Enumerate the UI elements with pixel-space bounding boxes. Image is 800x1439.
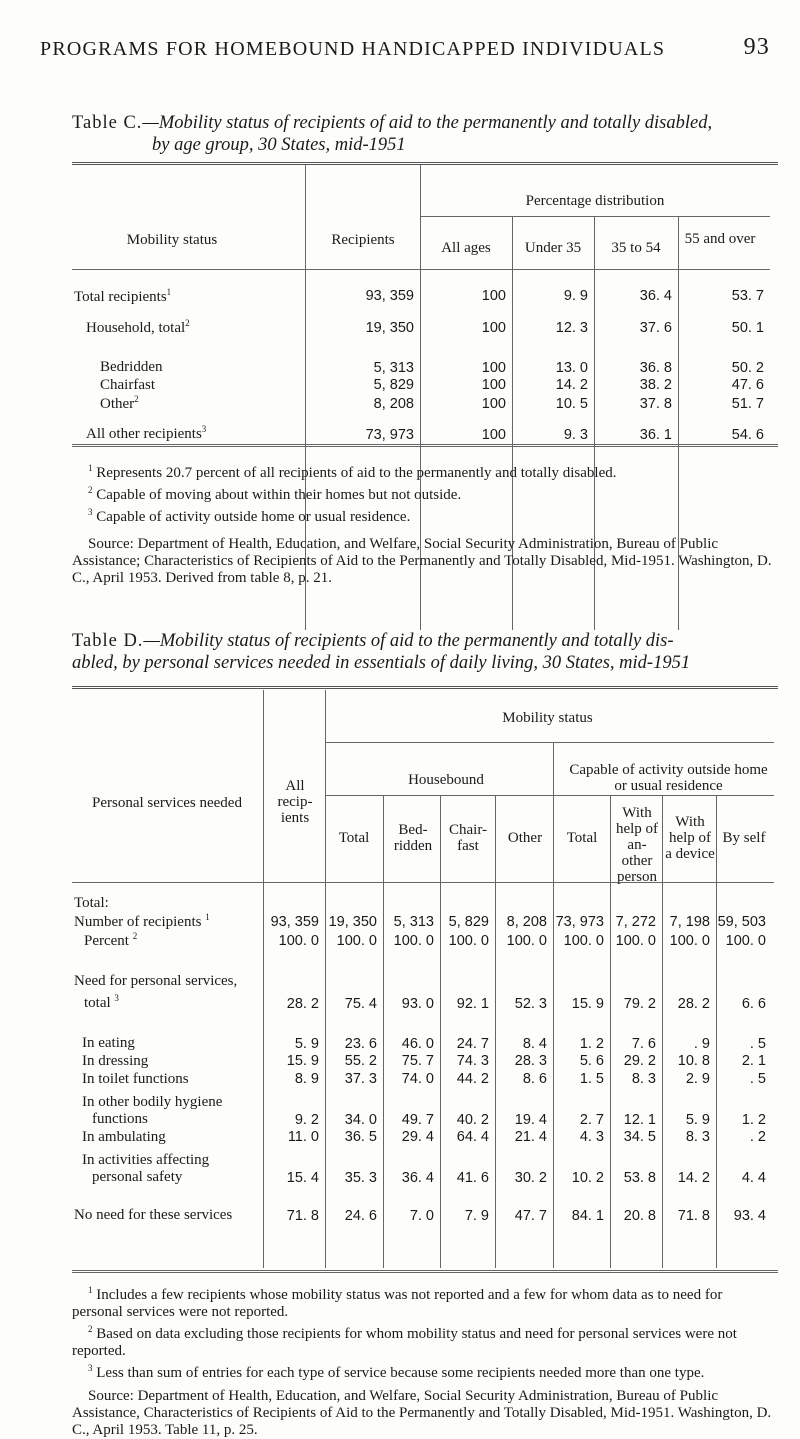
cell: 34. 0 — [344, 1112, 377, 1128]
cell: 5, 829 — [448, 913, 489, 930]
cell: 74. 0 — [401, 1071, 434, 1087]
cell: 64. 4 — [456, 1129, 489, 1145]
cell: 37. 3 — [344, 1071, 377, 1087]
row-label: In toilet functions — [82, 1070, 189, 1087]
table-d-source: Source: Department of Health, Education, and Welfare, Social Security Administration, Bureau of Public Assistance, Characteristics of Recipients of Aid to the Permanently and Totally Disabled, Mid-1951. Washington, D. C., April 1953. Table 11, p. 25. — [72, 1388, 772, 1438]
cell: 11. 0 — [287, 1129, 319, 1145]
cell: 1. 2 — [741, 1112, 766, 1128]
cell: 100 — [481, 395, 506, 412]
table-row — [72, 1052, 772, 1070]
cell: 74. 3 — [456, 1053, 489, 1069]
table-d-title-line1: —Mobility status of recipients of aid to the permanently and totally dis- — [143, 631, 674, 651]
cell: 5, 313 — [393, 913, 434, 930]
cell: 73, 973 — [365, 427, 414, 443]
cell: 19, 350 — [328, 913, 377, 930]
table-d-head-bottom-rule — [72, 882, 774, 883]
table-row — [72, 376, 770, 394]
table-d-head-help-other: With help of an- other person — [615, 805, 659, 885]
cell: . 5 — [749, 1036, 766, 1052]
table-row — [72, 1070, 772, 1088]
cell: 40. 2 — [456, 1112, 489, 1128]
cell: 29. 4 — [401, 1129, 434, 1145]
cell: 34. 5 — [623, 1129, 656, 1145]
cell: 15. 9 — [286, 1053, 319, 1069]
cell: 20. 8 — [623, 1208, 656, 1224]
table-row — [72, 1146, 772, 1186]
table-row — [72, 346, 770, 376]
page-number: 93 — [743, 34, 770, 60]
row-label: In other bodily hygiene functions — [82, 1094, 223, 1127]
footnote: $^2$ Based on data excluding those recipients for whom mobility status and need for personal services were not reported. — [72, 1324, 737, 1359]
cell: 51. 7 — [731, 395, 764, 412]
table-c-title-line1: —Mobility status of recipients of aid to the permanently and totally disabled, — [142, 113, 713, 133]
table-d-head-rule — [325, 742, 774, 743]
table-c-source: Source: Department of Health, Education, and Welfare, Social Security Administration, Bureau of Public Assistance; Characteristics of Recipients of Aid to the Permanently and Totally Disabled, Mid-1951. Washington, D. C., April 1953. Derived from table 8, p. 21. — [72, 536, 772, 586]
row-label: Chairfast — [100, 376, 155, 393]
cell: 12. 3 — [555, 319, 588, 336]
cell: 7, 272 — [615, 913, 656, 930]
cell: 8. 6 — [522, 1071, 547, 1087]
cell: 28. 3 — [514, 1053, 547, 1069]
cell: 47. 6 — [731, 377, 764, 393]
cell: 4. 3 — [579, 1129, 604, 1145]
cell: 23. 6 — [344, 1036, 377, 1052]
cell: 73, 973 — [555, 913, 604, 930]
cell: 71. 8 — [286, 1208, 319, 1224]
row-label: In dressing — [82, 1052, 149, 1069]
cell: 6. 6 — [741, 996, 766, 1012]
cell: 30. 2 — [514, 1170, 547, 1186]
cell: 44. 2 — [456, 1071, 489, 1087]
table-row — [72, 1186, 772, 1224]
cell: 7. 9 — [464, 1208, 489, 1224]
cell: 5. 9 — [685, 1112, 710, 1128]
cell: 100 — [481, 427, 506, 443]
footnote: $^3$ Capable of activity outside home or usual residence. — [88, 507, 411, 525]
cell: 36. 8 — [639, 360, 672, 376]
cell: 28. 2 — [286, 996, 319, 1012]
cell: 55. 2 — [344, 1053, 377, 1069]
table-c-top-rule — [72, 162, 778, 165]
cell: 71. 8 — [677, 1208, 710, 1224]
table-d-head-by-self: By self — [722, 830, 766, 846]
cell: 50. 2 — [731, 360, 764, 376]
row-label: Total recipients$^1$ — [74, 286, 172, 305]
table-row — [72, 950, 772, 1012]
cell: 92. 1 — [456, 996, 489, 1012]
table-c-head-rule — [420, 216, 770, 217]
row-label: All other recipients$^3$ — [86, 424, 207, 442]
cell: 100 — [481, 319, 506, 336]
table-row — [72, 1088, 772, 1128]
table-c-caption — [72, 112, 750, 156]
row-label: In activities affecting personal safety — [82, 1152, 210, 1185]
cell: 100 — [481, 288, 506, 304]
cell: 84. 1 — [571, 1208, 604, 1224]
cell: 100. 0 — [393, 932, 434, 949]
cell: 54. 6 — [731, 427, 764, 443]
table-d-bottom-rule — [72, 1270, 778, 1273]
cell: 29. 2 — [623, 1053, 656, 1069]
table-c-head-35-54: 35 to 54 — [611, 240, 661, 256]
table-d-head-mobility: Mobility status — [502, 710, 593, 726]
cell: 100. 0 — [669, 932, 710, 949]
cell: 9. 3 — [563, 427, 588, 443]
cell: 1. 5 — [579, 1071, 604, 1087]
cell: 47. 7 — [514, 1208, 547, 1224]
cell: 2. 1 — [741, 1053, 766, 1069]
table-c-footnotes — [72, 460, 772, 587]
cell: 14. 2 — [677, 1170, 710, 1186]
cell: 53. 8 — [623, 1170, 656, 1186]
cell: . 2 — [749, 1129, 766, 1145]
row-label: Percent $^2$ — [84, 931, 138, 949]
cell: 9. 2 — [294, 1112, 319, 1128]
cell: . 9 — [693, 1036, 710, 1052]
cell: 100. 0 — [506, 932, 547, 949]
cell: 36. 5 — [344, 1129, 377, 1145]
cell: 75. 7 — [401, 1053, 434, 1069]
cell: 100. 0 — [615, 932, 656, 949]
table-row — [72, 394, 770, 413]
table-c-head-bottom-rule — [72, 269, 770, 270]
cell: 8, 208 — [506, 913, 547, 930]
cell: 5. 9 — [294, 1036, 319, 1052]
cell: 10. 8 — [677, 1053, 710, 1069]
cell: 8, 208 — [373, 395, 414, 412]
row-label: Need for personal services, total $^3$ — [74, 973, 238, 1011]
table-d-head-total2: Total — [566, 830, 598, 846]
cell: 100. 0 — [336, 932, 377, 949]
table-c — [72, 283, 770, 443]
table-d-total-label: Total: — [74, 895, 109, 911]
table-d-head-total: Total — [338, 830, 370, 846]
table-c-head-percentage: Percentage distribution — [525, 193, 665, 209]
table-row — [72, 1128, 772, 1146]
table-d-head-chairfast: Chair- fast — [448, 822, 488, 854]
running-head-title: PROGRAMS FOR HOMEBOUND HANDICAPPED INDIVIDUALS — [40, 38, 666, 60]
cell: 2. 9 — [685, 1071, 710, 1087]
cell: 21. 4 — [514, 1129, 547, 1145]
cell: 79. 2 — [623, 996, 656, 1012]
cell: 100. 0 — [563, 932, 604, 949]
table-d-head-other: Other — [507, 830, 543, 846]
cell: 100. 0 — [725, 932, 766, 949]
running-head — [40, 34, 770, 68]
row-label: In eating — [82, 1035, 135, 1051]
cell: 38. 2 — [639, 377, 672, 393]
footnote: $^2$ Capable of moving about within their homes but not outside. — [88, 485, 462, 503]
cell: 12. 1 — [623, 1112, 656, 1128]
cell: 7, 198 — [669, 913, 710, 930]
table-d-head-all: All recip- ients — [277, 778, 313, 826]
table-row — [72, 413, 770, 443]
cell: 19. 4 — [514, 1112, 547, 1128]
cell: 36. 4 — [401, 1170, 434, 1186]
cell: 7. 0 — [409, 1208, 434, 1224]
table-c-bottom-rule — [72, 444, 778, 447]
cell: 93, 359 — [365, 288, 414, 304]
cell: 10. 5 — [555, 395, 588, 412]
cell: 15. 9 — [571, 996, 604, 1012]
cell: 53. 7 — [731, 288, 764, 304]
cell: 93. 4 — [733, 1208, 766, 1224]
table-d-footnotes — [72, 1282, 772, 1439]
table-d-head-capable: Capable of activity outside home or usual residence — [569, 762, 768, 794]
cell: 13. 0 — [555, 360, 588, 376]
footnote: $^3$ Less than sum of entries for each type of service because some recipients needed more than one type. — [88, 1363, 705, 1381]
table-d-head-housebound: Housebound — [408, 772, 484, 788]
cell: 8. 9 — [294, 1071, 319, 1087]
cell: 24. 7 — [456, 1036, 489, 1052]
row-label: Number of recipients $^1$ — [74, 912, 210, 930]
table-c-head-recipients: Recipients — [331, 232, 395, 248]
cell: 2. 7 — [579, 1112, 604, 1128]
cell: 5, 313 — [373, 360, 414, 376]
cell: 10. 2 — [571, 1170, 604, 1186]
row-label: Household, total$^2$ — [86, 318, 190, 336]
cell: 37. 6 — [639, 319, 672, 336]
table-d-head-help-device: With help of a device — [665, 814, 715, 862]
table-c-head-under35: Under 35 — [524, 240, 582, 256]
cell: 8. 3 — [631, 1071, 656, 1087]
cell: 49. 7 — [401, 1112, 434, 1128]
row-label: No need for these services — [74, 1207, 233, 1223]
footnote: $^1$ Includes a few recipients whose mobility status was not reported and a few for whom data as to need for personal services were not reported. — [72, 1285, 723, 1320]
table-c-tag: Table C. — [72, 113, 143, 133]
cell: 41. 6 — [456, 1170, 489, 1186]
cell: 100 — [481, 360, 506, 376]
table-d-head-personal: Personal services needed — [92, 795, 242, 811]
cell: 100. 0 — [278, 932, 319, 949]
row-label: Other$^2$ — [100, 394, 139, 412]
footnote: $^1$ Represents 20.7 percent of all recipients of aid to the permanently and totally disabled. — [88, 463, 617, 481]
cell: 59, 503 — [717, 913, 766, 930]
table-d-head-bedridden: Bed- ridden — [393, 822, 433, 854]
cell: 35. 3 — [344, 1170, 377, 1186]
cell: 4. 4 — [741, 1170, 766, 1186]
cell: 8. 3 — [685, 1129, 710, 1145]
cell: . 5 — [749, 1071, 766, 1087]
table-d-title-line2: abled, by personal services needed in essentials of daily living, 30 States, mid-1951 — [72, 653, 691, 673]
table-row — [72, 283, 770, 309]
table-c-title-line2: by age group, 30 States, mid-1951 — [152, 135, 406, 155]
table-row — [72, 309, 770, 346]
cell: 100. 0 — [448, 932, 489, 949]
table-c-head-55: 55 and over — [684, 231, 756, 247]
table-c-head-all-ages: All ages — [441, 240, 491, 256]
cell: 52. 3 — [514, 996, 547, 1012]
table-d-tag: Table D. — [72, 631, 144, 651]
table-row — [72, 912, 772, 931]
table-d-top-rule — [72, 686, 778, 689]
cell: 14. 2 — [555, 377, 588, 393]
cell: 93. 0 — [401, 996, 434, 1012]
row-label: In ambulating — [82, 1128, 166, 1145]
table-d-caption — [72, 630, 750, 674]
cell: 15. 4 — [286, 1170, 319, 1186]
cell: 75. 4 — [344, 996, 377, 1012]
cell: 9. 9 — [563, 288, 588, 304]
cell: 7. 6 — [631, 1036, 656, 1052]
cell: 50. 1 — [731, 319, 764, 336]
cell: 24. 6 — [344, 1208, 377, 1224]
cell: 8. 4 — [522, 1036, 547, 1052]
cell: 93, 359 — [270, 913, 319, 930]
cell: 100 — [481, 377, 506, 393]
cell: 36. 1 — [639, 427, 672, 443]
cell: 46. 0 — [401, 1036, 434, 1052]
cell: 28. 2 — [677, 996, 710, 1012]
cell: 36. 4 — [639, 288, 672, 304]
cell: 5, 829 — [373, 377, 414, 393]
table-d-head-rule — [325, 795, 774, 796]
table-c-head-mobility: Mobility status — [126, 232, 218, 248]
cell: 19, 350 — [365, 319, 414, 336]
table-row — [72, 931, 772, 950]
cell: 37. 8 — [639, 395, 672, 412]
table-d — [72, 912, 772, 1224]
cell: 5. 6 — [579, 1053, 604, 1069]
cell: 1. 2 — [579, 1036, 604, 1052]
table-row — [72, 1012, 772, 1052]
row-label: Bedridden — [100, 359, 163, 375]
